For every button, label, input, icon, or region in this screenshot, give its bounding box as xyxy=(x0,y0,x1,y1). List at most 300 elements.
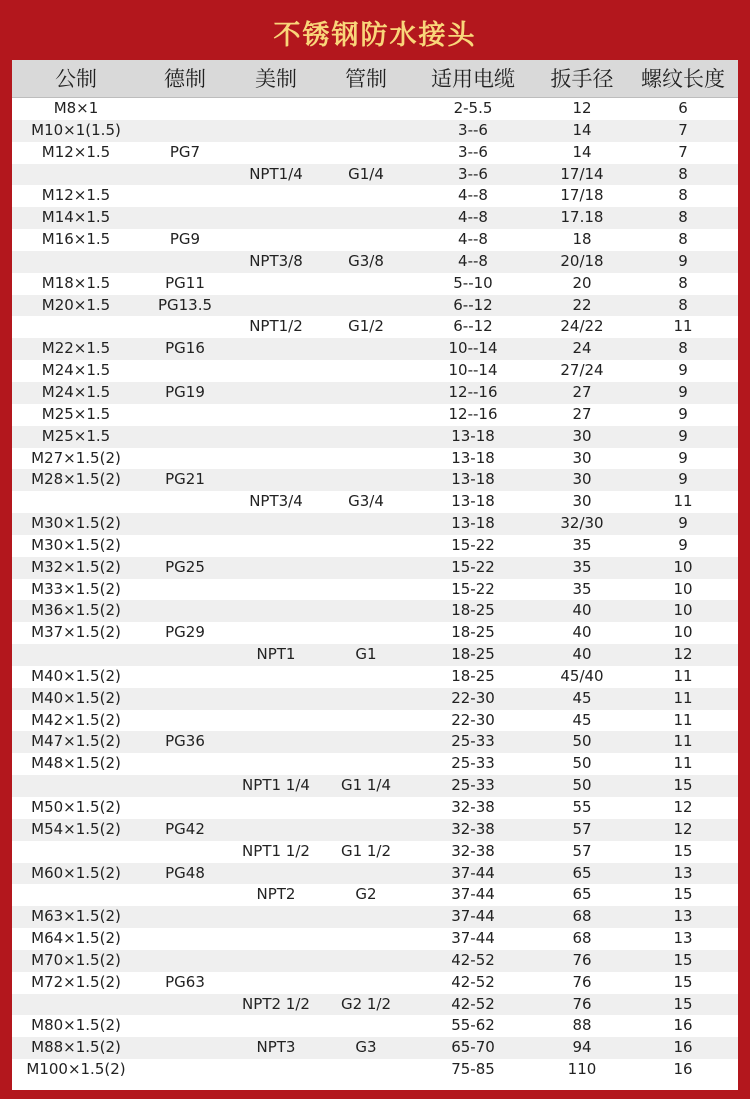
cell-american xyxy=(230,950,322,972)
cell-cable-range: 6--12 xyxy=(453,317,493,336)
cell-german xyxy=(140,1059,230,1081)
header-wrench-size: 扳手径 xyxy=(550,67,614,91)
cell-wrench-size: 17/14 xyxy=(560,164,604,183)
cell-american xyxy=(230,688,322,710)
cell-german xyxy=(140,360,230,382)
cell-cable-range: 2-5.5 xyxy=(453,99,493,117)
table-row xyxy=(12,950,738,972)
cell-american xyxy=(230,513,322,535)
cell-metric: M47×1.5(2) xyxy=(31,732,121,751)
cell-german xyxy=(140,797,230,819)
cell-metric: M25×1.5 xyxy=(41,404,111,423)
table-row xyxy=(12,753,738,775)
table-row xyxy=(12,579,738,601)
cell-german xyxy=(140,775,230,797)
cell-thread-length: 10 xyxy=(673,579,693,598)
cell-thread-length: 12 xyxy=(673,798,693,816)
cell-thread-length: 10 xyxy=(673,623,693,642)
cell-cable-range: 65-70 xyxy=(451,1038,495,1057)
cell-american: NPT1/2 xyxy=(249,317,303,336)
cell-pipe: G1 1/2 xyxy=(340,841,392,860)
cell-cable-range: 75-85 xyxy=(451,1060,495,1079)
cell-cable-range: 42-52 xyxy=(451,972,495,991)
table-row xyxy=(12,994,738,1016)
cell-metric: M16×1.5 xyxy=(41,230,111,249)
cell-german xyxy=(140,448,230,470)
table-row xyxy=(12,884,738,906)
cell-cable-range: 55-62 xyxy=(451,1016,495,1035)
cell-thread-length: 10 xyxy=(673,601,693,620)
cell-metric: M60×1.5(2) xyxy=(31,863,121,882)
cell-pipe xyxy=(322,688,410,710)
cell-thread-length: 15 xyxy=(673,776,693,795)
cell-cable-range: 13-18 xyxy=(451,492,495,511)
cell-metric: M40×1.5(2) xyxy=(31,688,121,707)
cell-cable-range: 15-22 xyxy=(451,557,495,576)
table-row xyxy=(12,404,738,426)
cell-pipe xyxy=(322,295,410,317)
cell-cable-range: 3--6 xyxy=(458,164,488,183)
cell-pipe xyxy=(322,710,410,732)
cell-german: PG25 xyxy=(165,557,205,576)
cell-american xyxy=(230,207,322,229)
cell-metric: M36×1.5(2) xyxy=(31,601,121,620)
cell-german xyxy=(140,98,230,120)
cell-american xyxy=(230,469,322,491)
cell-thread-length: 7 xyxy=(678,142,688,161)
cell-american xyxy=(230,579,322,601)
cell-german xyxy=(140,841,230,863)
cell-american xyxy=(230,185,322,207)
cell-thread-length: 7 xyxy=(678,120,688,139)
cell-metric: M33×1.5(2) xyxy=(31,579,121,598)
cell-thread-length: 8 xyxy=(678,230,688,249)
cell-cable-range: 32-38 xyxy=(451,841,495,860)
cell-metric xyxy=(12,316,140,338)
cell-metric: M37×1.5(2) xyxy=(31,623,121,642)
cell-metric: M12×1.5 xyxy=(41,142,111,161)
cell-thread-length: 8 xyxy=(678,295,688,314)
table-row xyxy=(12,1059,738,1081)
cell-metric: M42×1.5(2) xyxy=(31,710,121,729)
cell-wrench-size: 27 xyxy=(572,404,592,423)
cell-cable-range: 4--8 xyxy=(458,251,488,270)
table-row xyxy=(12,98,738,120)
table-row xyxy=(12,295,738,317)
header-american: 美制 xyxy=(255,67,297,91)
cell-german: PG7 xyxy=(169,142,201,161)
cell-cable-range: 32-38 xyxy=(451,819,495,838)
cell-german: PG42 xyxy=(165,819,205,838)
cell-german: PG29 xyxy=(165,623,205,642)
cell-wrench-size: 30 xyxy=(572,470,592,489)
cell-thread-length: 13 xyxy=(673,863,693,882)
cell-pipe xyxy=(322,819,410,841)
cell-metric: M22×1.5 xyxy=(41,339,111,358)
cell-thread-length: 8 xyxy=(678,164,688,183)
table-row xyxy=(12,316,738,338)
cell-metric: M50×1.5(2) xyxy=(31,798,121,816)
cell-thread-length: 15 xyxy=(673,841,693,860)
cell-german xyxy=(140,600,230,622)
cell-pipe xyxy=(322,753,410,775)
cell-metric: M28×1.5(2) xyxy=(31,470,121,489)
cell-german xyxy=(140,688,230,710)
cell-wrench-size: 24/22 xyxy=(560,317,604,336)
cell-wrench-size: 14 xyxy=(572,120,592,139)
cell-cable-range: 25-33 xyxy=(451,754,495,773)
cell-metric: M27×1.5(2) xyxy=(31,448,121,467)
cell-german xyxy=(140,579,230,601)
cell-german xyxy=(140,753,230,775)
cell-american xyxy=(230,1015,322,1037)
cell-thread-length: 8 xyxy=(678,186,688,205)
table-row xyxy=(12,491,738,513)
cell-german xyxy=(140,513,230,535)
table-row xyxy=(12,644,738,666)
cell-wrench-size: 20/18 xyxy=(560,251,604,270)
cell-metric: M20×1.5 xyxy=(41,295,111,314)
cell-pipe xyxy=(322,950,410,972)
cell-wrench-size: 88 xyxy=(572,1016,592,1035)
cell-wrench-size: 17/18 xyxy=(560,186,604,205)
cell-metric: M8×1 xyxy=(53,99,99,117)
cell-american: NPT1 1/2 xyxy=(242,841,310,860)
cell-american xyxy=(230,535,322,557)
cell-thread-length: 13 xyxy=(673,907,693,926)
cell-pipe xyxy=(322,622,410,644)
cell-american xyxy=(230,557,322,579)
cell-cable-range: 18-25 xyxy=(451,645,495,664)
cell-american: NPT3/4 xyxy=(249,492,303,511)
cell-cable-range: 15-22 xyxy=(451,579,495,598)
cell-wrench-size: 65 xyxy=(572,863,592,882)
cell-thread-length: 9 xyxy=(678,426,688,445)
cell-pipe xyxy=(322,185,410,207)
cell-pipe xyxy=(322,972,410,994)
table-row xyxy=(12,906,738,928)
cell-thread-length: 9 xyxy=(678,535,688,554)
cell-american xyxy=(230,972,322,994)
cell-pipe xyxy=(322,863,410,885)
table-row xyxy=(12,207,738,229)
table-row xyxy=(12,469,738,491)
cell-thread-length: 8 xyxy=(678,208,688,227)
cell-metric: M10×1(1.5) xyxy=(31,120,121,139)
cell-thread-length: 6 xyxy=(678,99,688,117)
cell-cable-range: 32-38 xyxy=(451,798,495,816)
cell-german: PG19 xyxy=(165,382,205,401)
cell-wrench-size: 30 xyxy=(572,492,592,511)
cell-american xyxy=(230,906,322,928)
cell-german xyxy=(140,535,230,557)
cell-german xyxy=(140,884,230,906)
cell-german: PG36 xyxy=(165,732,205,751)
cell-wrench-size: 40 xyxy=(572,645,592,664)
cell-thread-length: 15 xyxy=(673,994,693,1013)
cell-cable-range: 18-25 xyxy=(451,666,495,685)
cell-pipe xyxy=(322,666,410,688)
cell-pipe xyxy=(322,98,410,120)
cell-pipe xyxy=(322,579,410,601)
cell-cable-range: 5--10 xyxy=(453,273,493,292)
cell-thread-length: 9 xyxy=(678,404,688,423)
cell-thread-length: 9 xyxy=(678,361,688,380)
table-row xyxy=(12,622,738,644)
cell-american xyxy=(230,448,322,470)
cell-wrench-size: 12 xyxy=(572,99,592,117)
cell-american: NPT2 xyxy=(256,885,296,904)
table-row xyxy=(12,426,738,448)
cell-cable-range: 25-33 xyxy=(451,776,495,795)
cell-cable-range: 13-18 xyxy=(451,426,495,445)
cell-thread-length: 11 xyxy=(673,688,693,707)
cell-metric: M64×1.5(2) xyxy=(31,929,121,948)
cell-american xyxy=(230,98,322,120)
cell-thread-length: 11 xyxy=(673,710,693,729)
cell-american: NPT2 1/2 xyxy=(242,994,310,1013)
cell-cable-range: 4--8 xyxy=(458,230,488,249)
cell-cable-range: 37-44 xyxy=(451,885,495,904)
cell-cable-range: 22-30 xyxy=(451,710,495,729)
cell-thread-length: 11 xyxy=(673,666,693,685)
cell-cable-range: 15-22 xyxy=(451,535,495,554)
cell-thread-length: 9 xyxy=(678,382,688,401)
cell-pipe xyxy=(322,273,410,295)
cell-pipe xyxy=(322,229,410,251)
table-row xyxy=(12,382,738,404)
cell-cable-range: 13-18 xyxy=(451,514,495,533)
cell-wrench-size: 45/40 xyxy=(560,666,604,685)
cell-thread-length: 9 xyxy=(678,470,688,489)
cell-wrench-size: 65 xyxy=(572,885,592,904)
table-row xyxy=(12,338,738,360)
cell-german xyxy=(140,316,230,338)
cell-metric xyxy=(12,251,140,273)
cell-german xyxy=(140,710,230,732)
cell-cable-range: 10--14 xyxy=(448,339,498,358)
cell-wrench-size: 50 xyxy=(572,776,592,795)
cell-metric: M72×1.5(2) xyxy=(31,972,121,991)
cell-german xyxy=(140,491,230,513)
cell-wrench-size: 57 xyxy=(572,819,592,838)
cell-pipe xyxy=(322,382,410,404)
table-row xyxy=(12,251,738,273)
cell-american xyxy=(230,797,322,819)
cell-german xyxy=(140,906,230,928)
table-row xyxy=(12,797,738,819)
cell-german xyxy=(140,164,230,186)
cell-american xyxy=(230,666,322,688)
cell-cable-range: 12--16 xyxy=(448,382,498,401)
cell-pipe xyxy=(322,906,410,928)
table-row xyxy=(12,775,738,797)
cell-pipe: G2 1/2 xyxy=(340,994,392,1013)
table-row xyxy=(12,819,738,841)
cell-pipe xyxy=(322,448,410,470)
cell-american xyxy=(230,142,322,164)
cell-american xyxy=(230,426,322,448)
cell-german: PG13.5 xyxy=(157,295,213,314)
cell-wrench-size: 35 xyxy=(572,579,592,598)
cell-american: NPT1/4 xyxy=(249,164,303,183)
cell-cable-range: 37-44 xyxy=(451,863,495,882)
cell-thread-length: 9 xyxy=(678,514,688,533)
cell-thread-length: 11 xyxy=(673,732,693,751)
cell-cable-range: 37-44 xyxy=(451,907,495,926)
cell-thread-length: 16 xyxy=(673,1016,693,1035)
cell-pipe xyxy=(322,513,410,535)
header-german: 德制 xyxy=(164,67,206,91)
cell-pipe: G1/2 xyxy=(348,317,384,336)
cell-german xyxy=(140,404,230,426)
cell-cable-range: 42-52 xyxy=(451,994,495,1013)
cell-metric: M100×1.5(2) xyxy=(26,1060,126,1079)
cell-metric: M88×1.5(2) xyxy=(31,1038,121,1057)
cell-wrench-size: 35 xyxy=(572,535,592,554)
cell-metric: M30×1.5(2) xyxy=(31,535,121,554)
cell-metric: M24×1.5 xyxy=(41,361,111,380)
cell-cable-range: 22-30 xyxy=(451,688,495,707)
cell-wrench-size: 24 xyxy=(572,339,592,358)
cell-metric xyxy=(12,775,140,797)
cell-cable-range: 6--12 xyxy=(453,295,493,314)
cell-thread-length: 15 xyxy=(673,972,693,991)
cell-wrench-size: 57 xyxy=(572,841,592,860)
cell-german xyxy=(140,207,230,229)
cell-german xyxy=(140,120,230,142)
cell-thread-length: 15 xyxy=(673,885,693,904)
cell-cable-range: 4--8 xyxy=(458,208,488,227)
table-row xyxy=(12,600,738,622)
table-row xyxy=(12,928,738,950)
cell-german xyxy=(140,185,230,207)
table-row xyxy=(12,1015,738,1037)
cell-wrench-size: 27 xyxy=(572,382,592,401)
table-row xyxy=(12,535,738,557)
cell-wrench-size: 110 xyxy=(567,1060,597,1079)
table-row xyxy=(12,185,738,207)
table-row xyxy=(12,557,738,579)
cell-wrench-size: 68 xyxy=(572,929,592,948)
cell-german xyxy=(140,1037,230,1059)
cell-wrench-size: 30 xyxy=(572,426,592,445)
cell-metric xyxy=(12,164,140,186)
cell-american xyxy=(230,753,322,775)
cell-metric xyxy=(12,884,140,906)
cell-pipe xyxy=(322,928,410,950)
cell-wrench-size: 45 xyxy=(572,710,592,729)
cell-thread-length: 8 xyxy=(678,273,688,292)
cell-german xyxy=(140,994,230,1016)
cell-american xyxy=(230,120,322,142)
cell-german: PG16 xyxy=(165,339,205,358)
cell-metric: M32×1.5(2) xyxy=(31,557,121,576)
cell-pipe xyxy=(322,469,410,491)
cell-american xyxy=(230,295,322,317)
cell-cable-range: 25-33 xyxy=(451,732,495,751)
cell-american xyxy=(230,863,322,885)
cell-german: PG9 xyxy=(169,230,201,249)
cell-cable-range: 37-44 xyxy=(451,929,495,948)
cell-american xyxy=(230,1059,322,1081)
cell-german: PG48 xyxy=(165,863,205,882)
table-row xyxy=(12,229,738,251)
header-pipe: 管制 xyxy=(345,67,387,91)
cell-american xyxy=(230,229,322,251)
cell-pipe xyxy=(322,142,410,164)
cell-cable-range: 3--6 xyxy=(458,120,488,139)
table-header xyxy=(12,60,738,98)
cell-pipe xyxy=(322,600,410,622)
cell-pipe xyxy=(322,207,410,229)
cell-pipe: G1 xyxy=(355,645,377,664)
cell-wrench-size: 32/30 xyxy=(560,514,604,533)
table-row xyxy=(12,666,738,688)
cell-pipe xyxy=(322,338,410,360)
cell-wrench-size: 50 xyxy=(572,732,592,751)
cell-american xyxy=(230,382,322,404)
cell-german: PG11 xyxy=(165,273,205,292)
cell-metric: M14×1.5 xyxy=(41,208,111,227)
page-title: 不锈钢防水接头 xyxy=(273,20,477,51)
cell-thread-length: 11 xyxy=(673,317,693,336)
cell-metric: M25×1.5 xyxy=(41,426,111,445)
cell-german xyxy=(140,666,230,688)
cell-wrench-size: 76 xyxy=(572,972,592,991)
cell-german xyxy=(140,644,230,666)
cell-wrench-size: 68 xyxy=(572,907,592,926)
cell-thread-length: 16 xyxy=(673,1060,693,1079)
cell-metric xyxy=(12,994,140,1016)
cell-pipe: G1 1/4 xyxy=(340,776,392,795)
cell-metric xyxy=(12,491,140,513)
table-row xyxy=(12,710,738,732)
spec-table xyxy=(12,60,738,1090)
cell-thread-length: 10 xyxy=(673,557,693,576)
cell-pipe: G2 xyxy=(355,885,377,904)
header-thread-length: 螺纹长度 xyxy=(641,67,725,91)
cell-pipe xyxy=(322,535,410,557)
cell-german xyxy=(140,950,230,972)
cell-cable-range: 10--14 xyxy=(448,361,498,380)
cell-metric: M63×1.5(2) xyxy=(31,907,121,926)
cell-pipe: G1/4 xyxy=(348,164,384,183)
cell-metric: M12×1.5 xyxy=(41,186,111,205)
table-row xyxy=(12,448,738,470)
cell-metric: M48×1.5(2) xyxy=(31,754,121,773)
cell-cable-range: 13-18 xyxy=(451,470,495,489)
cell-cable-range: 4--8 xyxy=(458,186,488,205)
cell-cable-range: 42-52 xyxy=(451,950,495,969)
cell-american xyxy=(230,731,322,753)
cell-pipe xyxy=(322,797,410,819)
cell-wrench-size: 94 xyxy=(572,1038,592,1057)
cell-thread-length: 13 xyxy=(673,929,693,948)
cell-pipe xyxy=(322,404,410,426)
cell-pipe xyxy=(322,557,410,579)
cell-german: PG21 xyxy=(165,470,205,489)
cell-american xyxy=(230,404,322,426)
cell-american: NPT3/8 xyxy=(249,251,303,270)
cell-wrench-size: 30 xyxy=(572,448,592,467)
cell-pipe xyxy=(322,1059,410,1081)
cell-thread-length: 16 xyxy=(673,1038,693,1057)
cell-cable-range: 18-25 xyxy=(451,623,495,642)
cell-american xyxy=(230,622,322,644)
cell-thread-length: 8 xyxy=(678,339,688,358)
cell-metric: M80×1.5(2) xyxy=(31,1016,121,1035)
